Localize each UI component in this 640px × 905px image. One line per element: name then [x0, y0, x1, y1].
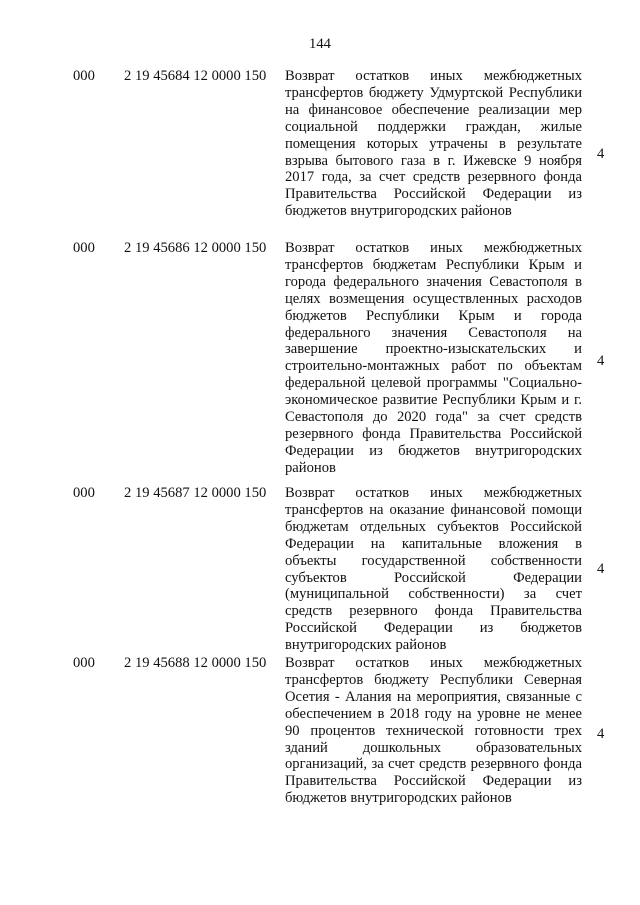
budget-classification-code: 2 19 45687 12 0000 150	[124, 485, 267, 501]
page-number: 144	[309, 36, 331, 52]
admin-code: 000	[73, 655, 95, 671]
row-amount: 4	[597, 561, 605, 577]
admin-code: 000	[73, 68, 95, 84]
budget-classification-code: 2 19 45686 12 0000 150	[124, 240, 267, 256]
row-description: Возврат остатков иных межбюджетных трансфертов бюджету Республики Северная Осетия - Алания на мероприятия, связанные с обеспечением в 2018 году на уровне не менее 90 процентов технической готовности трех зданий дошкольных образовательных организаций, за счет средств резервного фонда Правительства Российской Федерации из бюджетов внутригородских районов	[285, 655, 582, 807]
table-row	[0, 655, 640, 825]
budget-classification-code: 2 19 45688 12 0000 150	[124, 655, 267, 671]
admin-code: 000	[73, 485, 95, 501]
table-row	[0, 240, 640, 485]
budget-classification-code: 2 19 45684 12 0000 150	[124, 68, 267, 84]
table-row	[0, 68, 640, 238]
row-amount: 4	[597, 353, 605, 369]
row-description: Возврат остатков иных межбюджетных трансфертов бюджету Удмуртской Республики на финансовое обеспечение реализации мер социальной поддержки граждан, жилые помещения которых утрачены в результате взрыва бытового газа в г. Ижевске 9 ноября 2017 года, за счет средств резервного фонда Правительства Российской Федерации из бюджетов внутригородских районов	[285, 68, 582, 220]
row-description: Возврат остатков иных межбюджетных трансфертов на оказание финансовой помощи бюджетам отдельных субъектов Российской Федерации на капитальные вложения в объекты государственной собственности субъектов Российской Федерации (муниципальной собственности) за счет средств резервного фонда Правительства Российской Федерации из бюджетов внутригородских районов	[285, 485, 582, 654]
table-row	[0, 485, 640, 655]
row-amount: 4	[597, 726, 605, 742]
row-description: Возврат остатков иных межбюджетных трансфертов бюджетам Республики Крым и города федерального значения Севастополя в целях возмещения осуществленных расходов бюджетов Республики Крым и города федерального значения Севастополя на завершение проектно-изыскательских и строительно-монтажных работ по объектам федеральной целевой программы "Социально-экономическое развитие Республики Крым и г. Севастополя до 2020 года" за счет средств резервного фонда Правительства Российской Федерации из бюджетов внутригородских районов	[285, 240, 582, 476]
row-amount: 4	[597, 146, 605, 162]
admin-code: 000	[73, 240, 95, 256]
